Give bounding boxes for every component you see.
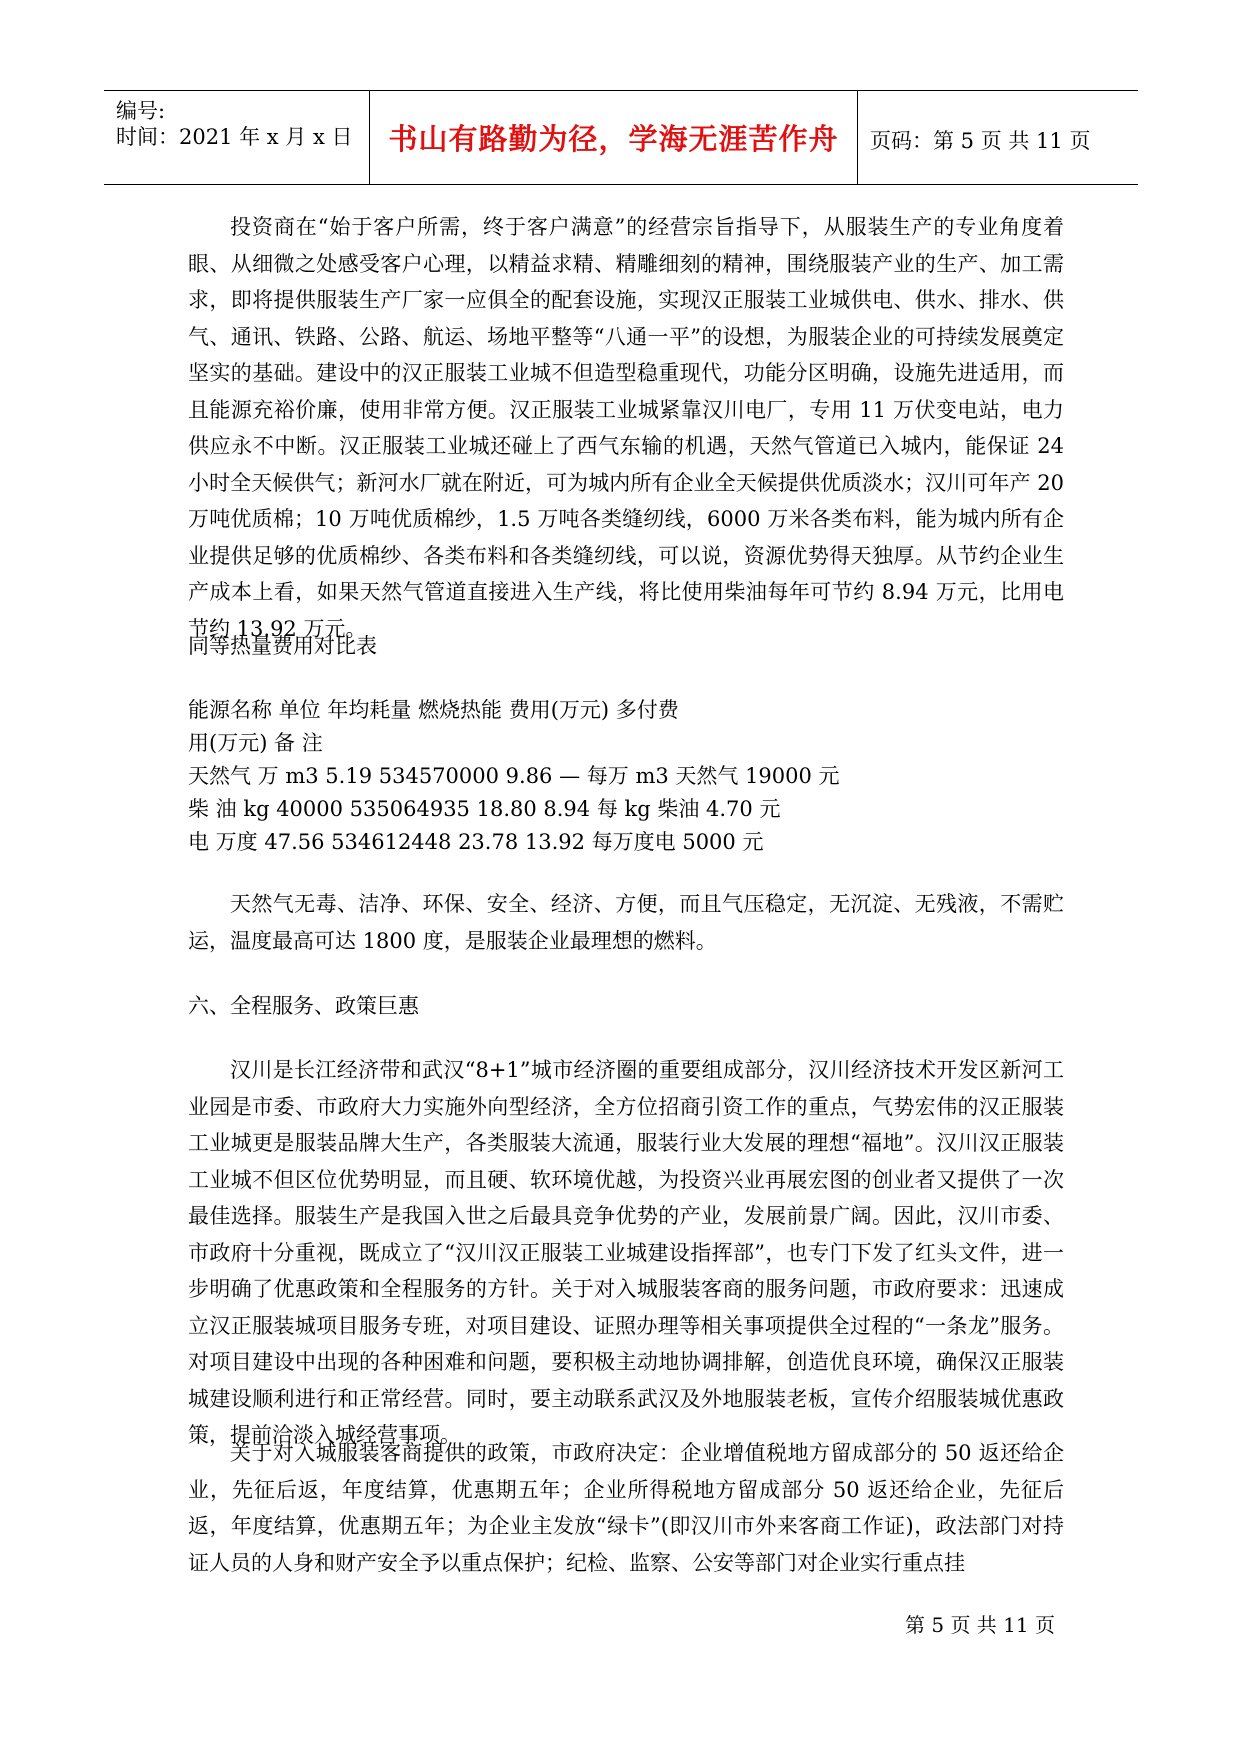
table-row-natural-gas: 天然气 万 m3 5.19 534570000 9.86 — 每万 m3 天然气 19000 元	[188, 764, 840, 788]
footer-page-number: 第 5 页 共 11 页	[905, 1613, 1055, 1637]
body-paragraph-2-block	[188, 886, 1064, 959]
document-time-label: 时间：2021 年 x 月 x 日	[116, 125, 353, 149]
body-paragraph-3-block	[188, 1052, 1064, 1454]
header-info-cell	[104, 91, 370, 184]
header-motto-cell	[370, 91, 858, 184]
body-paragraph-4: 关于对入城服装客商提供的政策，市政府决定：企业增值税地方留成部分的 50 返还给企业，先征后返，年度结算，优惠期五年；企业所得税地方留成部分 50 返还给企业，先征后返，年度结算，优惠期五年；为企业主发放“绿卡”(即汉川市外来客商工作证)，政法部门对持证人员的人身和财产安全予以重点保护；纪检、监察、公安等部门对企业实行重点挂	[188, 1441, 1064, 1575]
document-number-label: 编号:	[116, 99, 166, 123]
table-title: 同等热量费用对比表	[188, 634, 377, 658]
table-header-line-1: 能源名称 单位 年均耗量 燃烧热能 费用(万元) 多付费	[188, 698, 679, 722]
header-page-number: 页码：第 5 页 共 11 页	[870, 129, 1091, 153]
body-paragraph-1-block	[188, 209, 1064, 647]
page-header	[104, 90, 1138, 185]
header-page-cell	[858, 91, 1138, 184]
table-header-line-2: 用(万元) 备 注	[188, 731, 323, 755]
header-motto: 书山有路勤为径，学海无涯苦作舟	[388, 122, 839, 156]
table-row-electricity: 电 万度 47.56 534612448 23.78 13.92 每万度电 5000 元	[188, 830, 764, 854]
comparison-table	[188, 694, 1064, 859]
body-paragraph-1: 投资商在“始于客户所需，终于客户满意”的经营宗旨指导下，从服装生产的专业角度着眼、从细微之处感受客户心理，以精益求精、精雕细刻的精神，围绕服装产业的生产、加工需求，即将提供服装生产厂家一应俱全的配套设施，实现汉正服装工业城供电、供水、排水、供气、通讯、铁路、公路、航运、场地平整等“八通一平”的设想，为服装企业的可持续发展奠定坚实的基础。建设中的汉正服装工业城不但造型稳重现代，功能分区明确，设施先进适用，而且能源充裕价廉，使用非常方便。汉正服装工业城紧靠汉川电厂，专用 11 万伏变电站，电力供应永不中断。汉正服装工业城还碰上了西气东输的机遇，天然气管道已入城内，能保证 24 小时全天候供气；新河水厂就在附近，可为城内所有企业全天候提供优质淡水；汉川可年产 20 万吨优质棉；10 万吨优质棉纱，1.5 万吨各类缝纫线，6000 万米各类布料，能为城内所有企业提供足够的优质棉纱、各类布料和各类缝纫线，可以说，资源优势得天独厚。从节约企业生产成本上看，如果天然气管道直接进入生产线，将比使用柴油每年可节约 8.94 万元，比用电节约 13.92 万元。	[188, 215, 1064, 641]
body-paragraph-2: 天然气无毒、洁净、环保、安全、经济、方便，而且气压稳定，无沉淀、无残液，不需贮运，温度最高可达 1800 度，是服装企业最理想的燃料。	[188, 892, 1064, 953]
table-row-diesel: 柴 油 kg 40000 535064935 18.80 8.94 每 kg 柴油 4.70 元	[188, 797, 781, 821]
section-6-heading: 六、全程服务、政策巨惠	[188, 994, 419, 1018]
body-paragraph-3: 汉川是长江经济带和武汉“8+1”城市经济圈的重要组成部分，汉川经济技术开发区新河工业园是市委、市政府大力实施外向型经济，全方位招商引资工作的重点，气势宏伟的汉正服装工业城更是服装品牌大生产，各类服装大流通，服装行业大发展的理想“福地”。汉川汉正服装工业城不但区位优势明显，而且硬、软环境优越，为投资兴业再展宏图的创业者又提供了一次最佳选择。服装生产是我国入世之后最具竞争优势的产业，发展前景广阔。因此，汉川市委、市政府十分重视，既成立了“汉川汉正服装工业城建设指挥部”，也专门下发了红头文件，进一步明确了优惠政策和全程服务的方针。关于对入城服装客商的服务问题，市政府要求：迅速成立汉正服装城项目服务专班，对项目建设、证照办理等相关事项提供全过程的“一条龙”服务。对项目建设中出现的各种困难和问题，要积极主动地协调排解，创造优良环境，确保汉正服装城建设顺利进行和正常经营。同时，要主动联系武汉及外地服装老板，宣传介绍服装城优惠政策，提前洽淡入城经营事项。	[188, 1058, 1064, 1447]
body-paragraph-4-block	[188, 1435, 1064, 1581]
